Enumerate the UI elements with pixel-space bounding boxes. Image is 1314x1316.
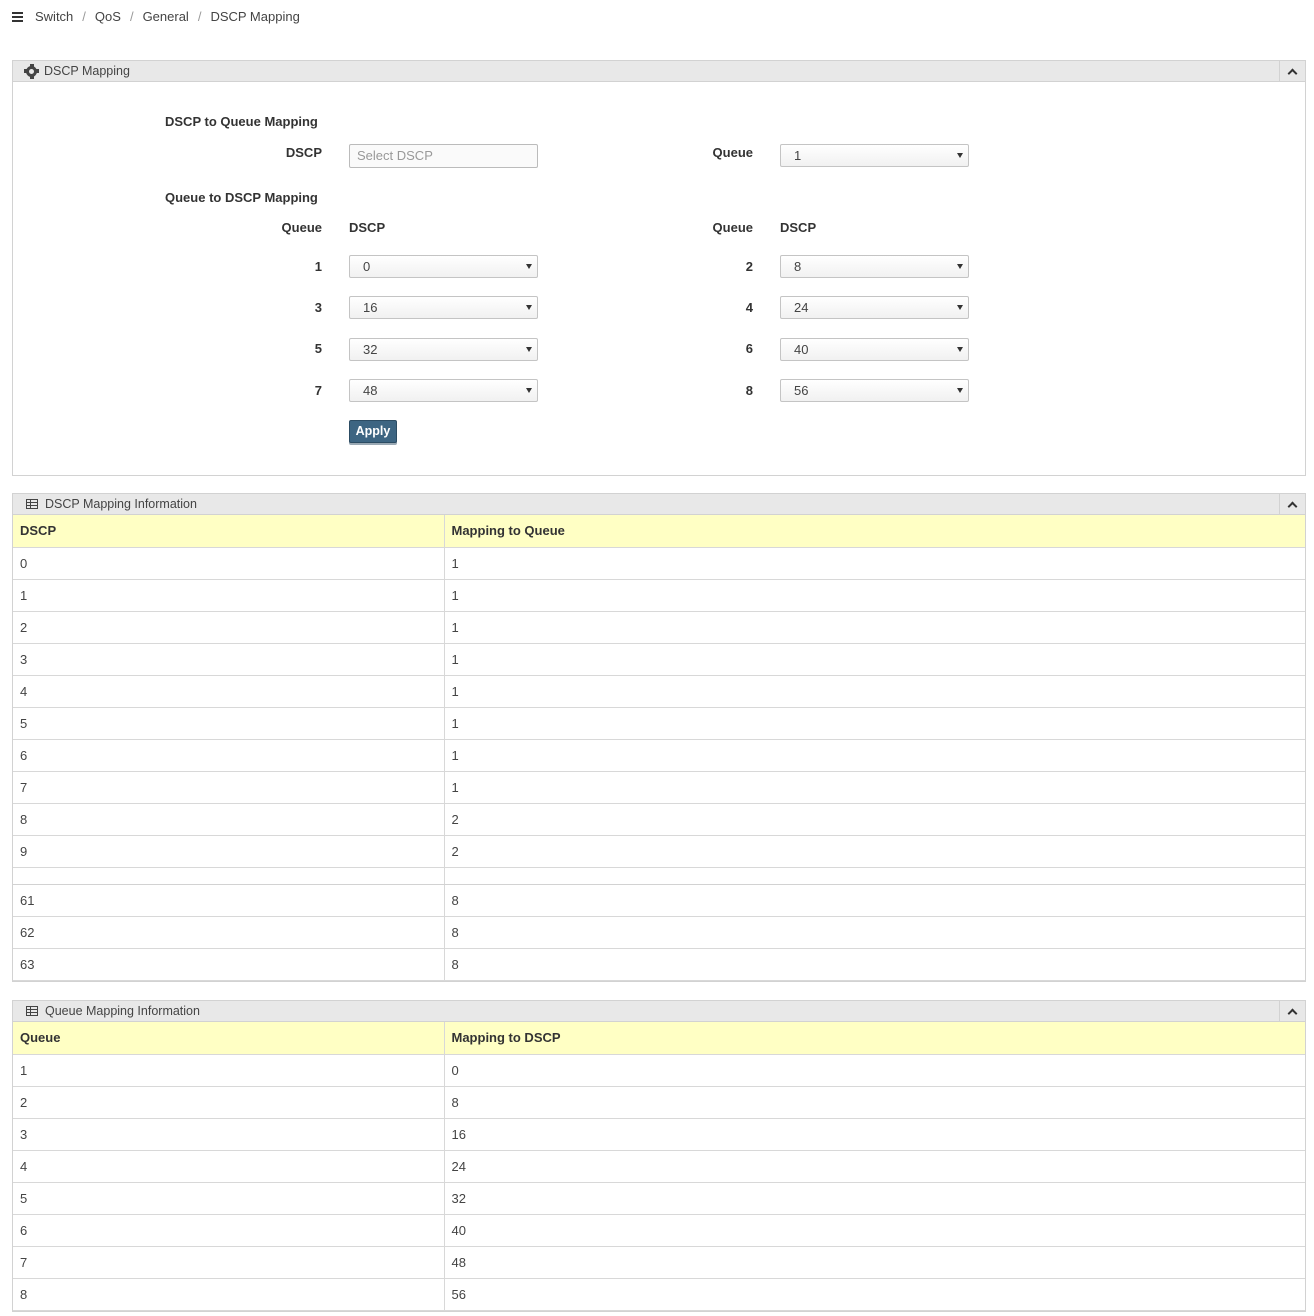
table-row [13,1086,1305,1118]
select-value: 8 [794,259,802,274]
column-header-queue[interactable]: Queue [13,1022,444,1054]
select-value: 0 [363,259,371,274]
col-dscp-right: DSCP [780,220,817,235]
table-cell: 5 [13,707,444,739]
table-row [13,675,1305,707]
panel-title: Queue Mapping Information [45,1004,200,1018]
queue-7-dscp-select[interactable] [349,379,538,402]
caret-down-icon [957,388,963,393]
column-header-mapping-to-queue[interactable]: Mapping to Queue [444,515,1305,547]
queue-mapping-table [13,1022,1305,1311]
table-cell: 48 [444,1246,1305,1278]
breadcrumb-item-qos[interactable]: QoS [94,8,121,24]
dscp-select-input[interactable]: Select DSCP [349,144,538,168]
chevron-up-icon [1288,69,1298,79]
select-value: 40 [794,342,809,357]
queue-number: 6 [745,341,753,356]
table-row [13,547,1305,579]
table-cell: 1 [13,579,444,611]
panel-header [13,1001,1305,1022]
caret-down-icon [526,388,532,393]
table-cell: 2 [444,835,1305,867]
table-row [13,611,1305,643]
queue-to-dscp-heading: Queue to DSCP Mapping [165,190,318,205]
table-icon [26,499,38,509]
queue-number: 1 [314,259,322,274]
breadcrumb-item-dscp-mapping: DSCP Mapping [210,8,300,24]
queue-number: 5 [314,341,322,356]
queue-mapping-information-panel [12,1000,1306,1312]
table-cell: 56 [444,1278,1305,1310]
table-row [13,1246,1305,1278]
table-cell: 1 [444,611,1305,643]
breadcrumb-item-switch[interactable]: Switch [35,8,74,24]
table-cell: 0 [444,1054,1305,1086]
queue-select[interactable] [780,144,969,167]
dscp-mapping-information-panel [12,493,1306,982]
table-cell: 8 [13,1278,444,1310]
table-row [13,1150,1305,1182]
table-cell: 32 [444,1182,1305,1214]
table-row [13,1118,1305,1150]
column-header-mapping-to-dscp[interactable]: Mapping to DSCP [444,1022,1305,1054]
table-cell: 4 [13,675,444,707]
breadcrumb-separator: / [82,8,86,24]
hamburger-menu-icon[interactable] [12,12,23,21]
table-row [13,803,1305,835]
table-cell: 24 [444,1150,1305,1182]
table-cell: 62 [13,916,444,948]
table-row [13,1054,1305,1086]
table-cell: 6 [13,1214,444,1246]
queue-3-dscp-select[interactable] [349,296,538,319]
column-header-dscp[interactable]: DSCP [13,515,444,547]
table-cell: 7 [13,1246,444,1278]
table-row [13,643,1305,675]
caret-down-icon [526,305,532,310]
col-queue-right: Queue [712,220,753,235]
table-row [13,835,1305,867]
table-cell: 1 [444,547,1305,579]
queue-label: Queue [712,145,753,160]
panel-header [13,61,1305,82]
queue-8-dscp-select[interactable] [780,379,969,402]
collapse-button[interactable] [1279,494,1305,515]
panel-header [13,494,1305,515]
table-cell: 8 [444,948,1305,980]
table-cell: 8 [444,916,1305,948]
table-cell: 6 [13,739,444,771]
queue-number: 8 [745,383,753,398]
table-cell: 8 [444,884,1305,916]
table-cell: 8 [13,803,444,835]
table-cell: 3 [13,1118,444,1150]
caret-down-icon [957,305,963,310]
table-row [13,1182,1305,1214]
table-header-row [13,1022,1305,1054]
table-cell: 2 [13,1086,444,1118]
table-cell: 3 [13,643,444,675]
gear-icon [26,66,37,77]
table-cell: 0 [13,547,444,579]
queue-number: 7 [314,383,322,398]
select-value: 48 [363,383,378,398]
table-row [13,916,1305,948]
table-cell: 1 [444,771,1305,803]
table-cell: 2 [444,803,1305,835]
table-cell [444,867,1305,884]
panel-title: DSCP Mapping Information [45,497,197,511]
select-value: 56 [794,383,809,398]
dscp-label: DSCP [285,145,322,160]
queue-2-dscp-select[interactable] [780,255,969,278]
table-cell: 8 [444,1086,1305,1118]
table-row [13,739,1305,771]
table-cell: 1 [444,643,1305,675]
table-row [13,1278,1305,1310]
chevron-up-icon [1288,1009,1298,1019]
dscp-mapping-panel [12,60,1306,476]
table-cell: 40 [444,1214,1305,1246]
collapse-button[interactable] [1279,1001,1305,1022]
table-row [13,579,1305,611]
table-cell: 61 [13,884,444,916]
table-header-row [13,515,1305,547]
table-cell [13,867,444,884]
table-cell: 63 [13,948,444,980]
col-dscp-left: DSCP [349,220,386,235]
queue-6-dscp-select[interactable] [780,338,969,361]
caret-down-icon [957,264,963,269]
table-row [13,948,1305,980]
caret-down-icon [526,347,532,352]
table-cell: 5 [13,1182,444,1214]
select-value: 32 [363,342,378,357]
breadcrumb-separator: / [129,8,134,24]
table-row [13,1214,1305,1246]
queue-number: 2 [745,259,753,274]
queue-number: 3 [314,300,322,315]
table-cell: 9 [13,835,444,867]
dscp-mapping-table [13,515,1305,981]
dscp-to-queue-heading: DSCP to Queue Mapping [165,114,318,129]
table-cell: 7 [13,771,444,803]
breadcrumb-separator: / [197,8,202,24]
table-cell: 16 [444,1118,1305,1150]
queue-4-dscp-select[interactable] [780,296,969,319]
table-row [13,771,1305,803]
table-cell: 2 [13,611,444,643]
chevron-up-icon [1288,502,1298,512]
table-row [13,707,1305,739]
caret-down-icon [526,264,532,269]
queue-5-dscp-select[interactable] [349,338,538,361]
table-cell: 1 [444,675,1305,707]
table-cell: 4 [13,1150,444,1182]
queue-1-dscp-select[interactable] [349,255,538,278]
collapse-button[interactable] [1279,61,1305,82]
table-row-gap [13,867,1305,884]
col-queue-left: Queue [281,220,322,235]
breadcrumb [12,7,300,25]
caret-down-icon [957,153,963,158]
apply-button[interactable]: Apply [349,420,397,443]
queue-number: 4 [745,300,753,315]
table-cell: 1 [13,1054,444,1086]
panel-title: DSCP Mapping [44,64,130,78]
queue-select-value: 1 [794,148,802,163]
table-cell: 1 [444,739,1305,771]
table-row [13,884,1305,916]
table-icon [26,1006,38,1016]
select-value: 16 [363,300,378,315]
table-cell: 1 [444,579,1305,611]
caret-down-icon [957,347,963,352]
breadcrumb-item-general[interactable]: General [142,8,189,24]
select-value: 24 [794,300,809,315]
table-cell: 1 [444,707,1305,739]
